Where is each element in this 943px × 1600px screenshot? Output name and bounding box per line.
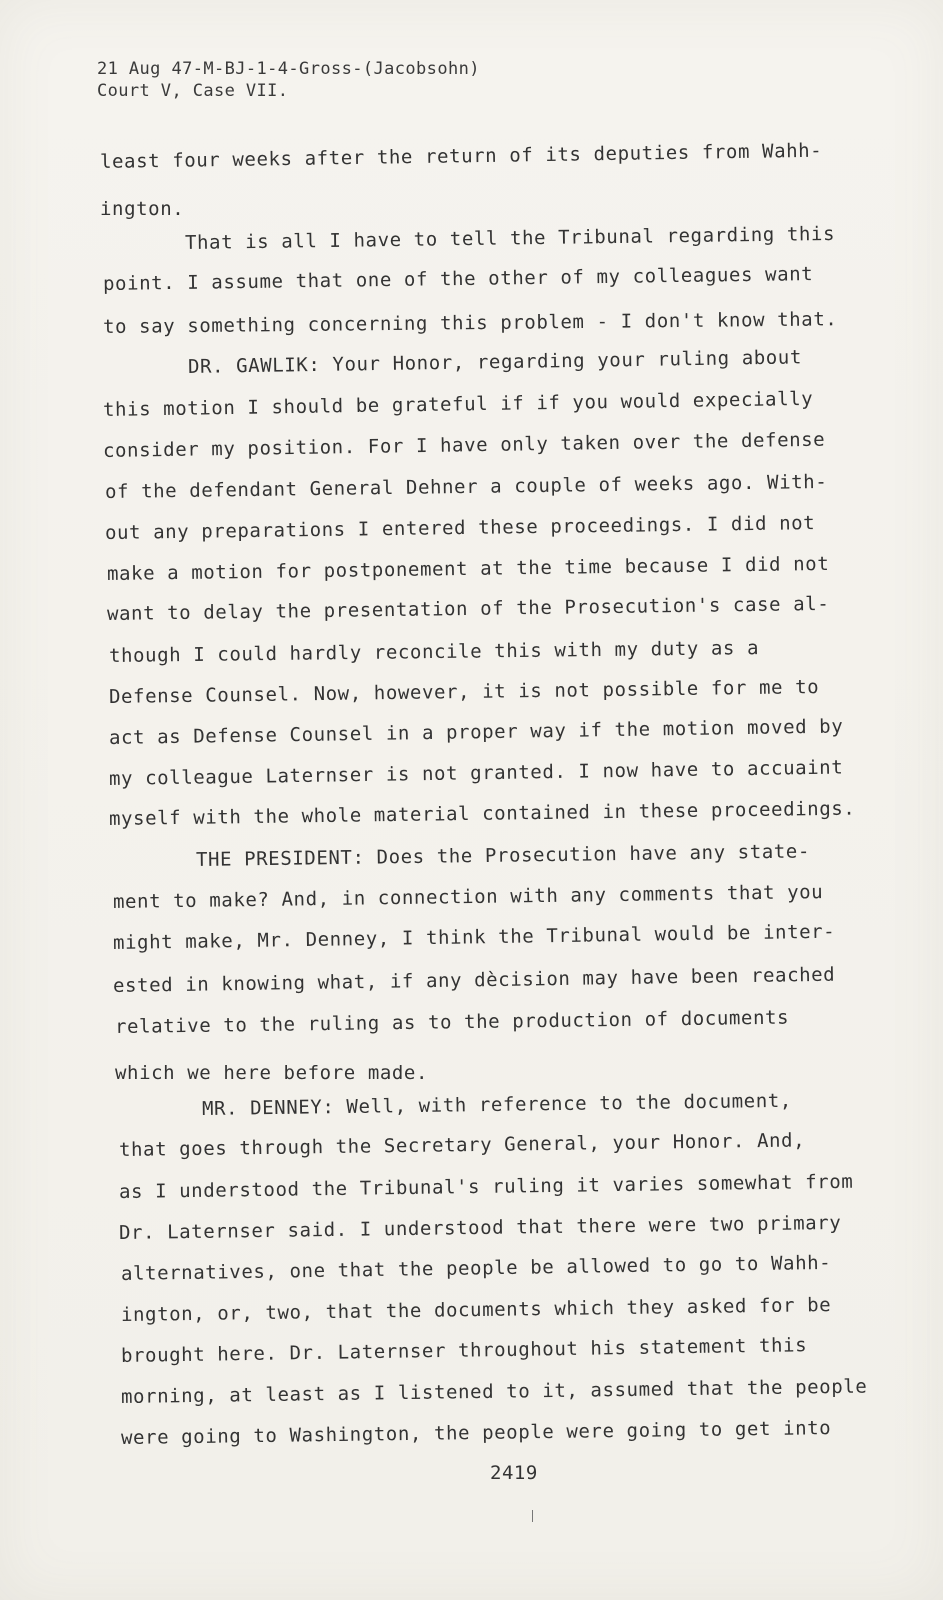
transcript-line: though I could hardly reconcile this with my duty as a	[108, 637, 760, 667]
document-header	[97, 58, 480, 102]
transcript-line: That is all I have to tell the Tribunal regarding this	[184, 222, 836, 254]
transcript-line: Defense Counsel. Now, however, it is not possible for me to	[108, 676, 820, 708]
transcript-line: which we here before made.	[115, 1062, 429, 1084]
transcript-line: act as Defense Counsel in a proper way if the motion moved by	[108, 715, 844, 749]
transcript-line: relative to the ruling as to the production of documents	[114, 1006, 790, 1038]
transcript-line: of the defendant General Dehner a couple of weeks ago. With-	[104, 470, 828, 503]
transcript-line: brought here. Dr. Laternser throughout his statement this	[120, 1334, 808, 1367]
transcript-line: that goes through the Secretary General, your Honor. And,	[118, 1129, 806, 1161]
transcript-line: ment to make? And, in connection with any comments that you	[112, 881, 824, 913]
transcript-line: consider my position. For I have only taken over the defense	[102, 428, 826, 462]
transcript-line: Dr. Laternser said. I understood that there were two primary	[118, 1211, 842, 1244]
transcript-line: want to delay the presentation of the Prosecution's case al-	[106, 592, 830, 625]
transcript-line: ington.	[100, 198, 185, 220]
transcript-line: ington, or, two, that the documents which they asked for be	[120, 1294, 832, 1326]
transcript-line: out any preparations I entered these proceedings. I did not	[104, 512, 816, 544]
transcript-line: this motion I should be grateful if if you would expecially	[102, 387, 814, 421]
transcript-line: DR. GAWLIK: Your Honor, regarding your ruling about	[187, 346, 803, 378]
header-court-case: Court V, Case VII.	[97, 81, 289, 101]
margin-mark	[532, 1510, 533, 1522]
transcript-line: THE PRESIDENT: Does the Prosecution have any state-	[195, 840, 811, 871]
transcript-line: make a motion for postponement at the time because I did not	[106, 552, 830, 585]
transcript-line: my colleague Laternser is not granted. I now have to accuaint	[108, 756, 844, 790]
transcript-line: were going to Washington, the people were going to get into	[120, 1417, 832, 1449]
transcript-line: to say something concerning this problem - I don't know that.	[102, 308, 838, 338]
page-number: 2419	[490, 1462, 538, 1484]
transcript-line: ested in knowing what, if any dècision may have been reached	[112, 963, 836, 997]
transcript-line: MR. DENNEY: Well, with reference to the document,	[201, 1089, 793, 1120]
transcript-line: as I understood the Tribunal's ruling it varies somewhat from	[118, 1170, 854, 1203]
transcript-line: alternatives, one that the people be allowed to go to Wahh-	[120, 1251, 832, 1285]
header-reference: 21 Aug 47-M-BJ-1-4-Gross-(Jacobsohn)	[97, 59, 480, 79]
transcript-line: morning, at least as I listened to it, assumed that the people	[120, 1375, 868, 1408]
transcript-line: least four weeks after the return of its deputies from Wahh-	[99, 139, 823, 173]
transcript-line: might make, Mr. Denney, I think the Tribunal would be inter-	[112, 920, 836, 954]
transcript-line: point. I assume that one of the other of my colleagues want	[102, 263, 814, 295]
transcript-line: myself with the whole material contained in these proceedings.	[108, 797, 856, 830]
